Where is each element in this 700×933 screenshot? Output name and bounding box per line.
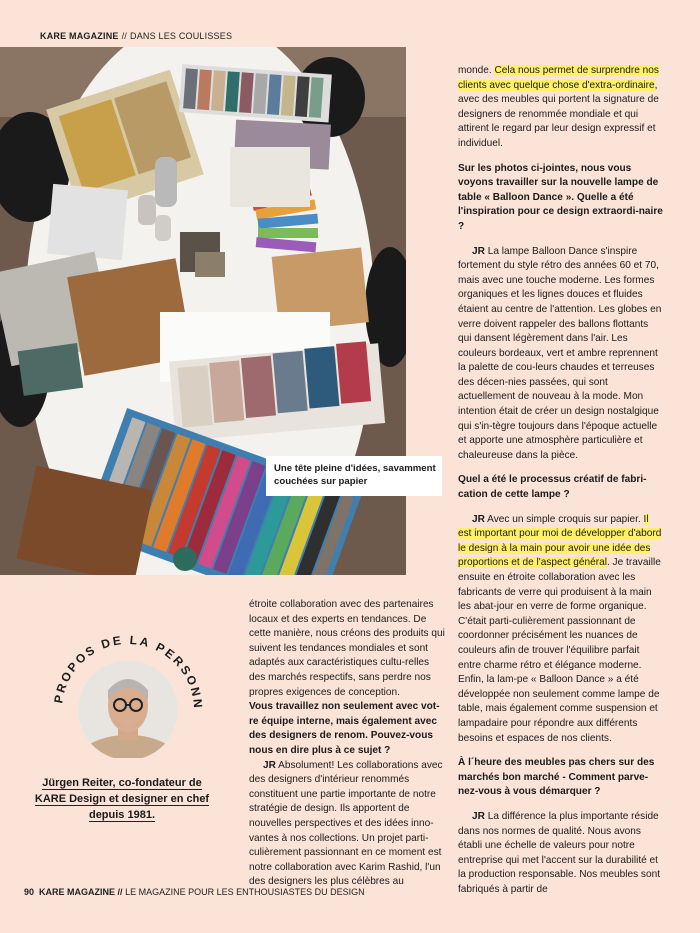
page-number: 90 xyxy=(24,887,35,897)
middle-column xyxy=(249,598,445,900)
answer-paragraph xyxy=(249,759,445,890)
paragraph xyxy=(458,64,663,152)
text: Absolument! Les collaborations avec des designers d'intérieur renommés constituent une partie importante de notre stratégie de design. Ils apportent de nouvelles perspectives et des idées inno-vantes à nos collections. Un projet parti-culièrement passionnant en ce moment est notre collaboration avec Karim Rashid, l'un des designers les plus célèbres au xyxy=(249,759,443,888)
speaker-initials: JR xyxy=(472,513,485,525)
question-heading: Vous travaillez non seulement avec vot-re équipe interne, mais également avec des designers de renom. Pouvez-vous nous en dire plus à ce sujet ? xyxy=(249,701,440,756)
footer-magazine: KARE MAGAZINE xyxy=(39,887,116,897)
person-caption xyxy=(32,775,212,823)
footer-separator: // xyxy=(117,887,123,897)
answer-paragraph xyxy=(458,513,663,747)
question-heading: Sur les photos ci-jointes, nous vous voyons travailler sur la nouvelle lampe de table « Balloon Dance ». Quelle a été l'inspiration pour ce design extraordi-naire ? xyxy=(458,162,663,232)
answer-paragraph xyxy=(458,245,663,464)
portrait-avatar xyxy=(76,660,180,758)
right-column xyxy=(458,64,663,907)
highlighted-text: Il est important pour moi de développer d'abord le design à la main pour avoir une idée des proportions et de l'aspect général xyxy=(458,513,662,569)
question-heading: À l´heure des meubles pas chers sur des marchés bon marché - Comment parve-nez-vous à vous démarquer ? xyxy=(458,757,655,798)
header-section: DANS LES COULISSES xyxy=(130,31,233,41)
text: Avec un simple croquis sur papier. xyxy=(487,513,644,525)
header-separator: // xyxy=(121,31,128,41)
photo-caption: Une tête pleine d'idées, savamment couchées sur papier xyxy=(266,456,442,496)
speaker-initials: JR xyxy=(263,759,276,771)
speaker-initials: JR xyxy=(472,810,485,822)
about-person-badge xyxy=(40,628,216,758)
text: La lampe Balloon Dance s'inspire fortement du style rétro des années 60 et 70, mais avec une touche moderne. Les formes organiques et les lignes douces et fluides étaient au centre de l'attention. Les globes en verre doivent rappeler des ballons flottants qui dansent légèrement dans l'air. Les couleurs bordeaux, vert et ambre reprennent la palette de cou-leurs chaudes et terreuses des décen-nies passées, qui sont actuellement de nouveau à la mode. Mon intention était de créer un design nostalgique qui s'in-tègre toujours dans l'époque actuelle et apporte une atmosphère particulière et chaleureuse dans la pièce. xyxy=(458,245,662,461)
question-heading: Quel a été le processus créatif de fabri-cation de cette lampe ? xyxy=(458,474,647,501)
speaker-initials: JR xyxy=(472,245,485,257)
about-arc-text: PROPOS DE LA PERSONN xyxy=(51,632,206,711)
text: . Je travaille ensuite en étroite collaboration avec les fabricants de verre qui produisent à la main les abat-jour en verre de forme organique. C'était parti-culièrement passionnant de coordonner précisément les nuances de couleurs afin de trouver l'équilibre parfait entre charme rétro et élégance moderne. Enfin, la lam-pe « Balloon Dance » a été développée non seulement comme lampe de table, mais également comme suspension et lampadaire pour répondre aux différents besoins et espaces de nos clients. xyxy=(458,557,661,744)
page-footer xyxy=(24,887,365,897)
footer-tagline: LE MAGAZINE POUR LES ENTHOUSIASTES DU DESIGN xyxy=(125,887,365,897)
running-header xyxy=(40,31,232,41)
answer-paragraph xyxy=(458,810,663,898)
text: , avec des meubles qui portent la signature de designers de renommée mondiale et qui attirent le regard par leur design expressif et individuel. xyxy=(458,79,659,149)
text: monde. xyxy=(458,65,495,76)
text: La différence la plus importante réside dans nos normes de qualité. Nous avons établi une échelle de valeurs pour notre entreprise qui met l'accent sur la durabilité et la production responsable. Nos meubles sont fabriqués à partir de xyxy=(458,810,660,895)
about-badge-art xyxy=(40,628,216,758)
person-caption-text: Jürgen Reiter, co-fondateur de KARE Design et designer en chef depuis 1981. xyxy=(34,777,210,821)
header-magazine: KARE MAGAZINE xyxy=(40,31,119,41)
paragraph: étroite collaboration avec des partenaires locaux et des experts en tendances. De cette manière, nous créons des produits qui suivent les tendances mondiales et sont adaptés aux caractéristiques cultu-relles des marchés respectifs, sans perdre nos propres exigences de conception. xyxy=(249,599,445,698)
highlighted-text: Cela nous permet de surprendre nos clients avec quelque chose d'extra-ordinaire xyxy=(458,65,659,91)
